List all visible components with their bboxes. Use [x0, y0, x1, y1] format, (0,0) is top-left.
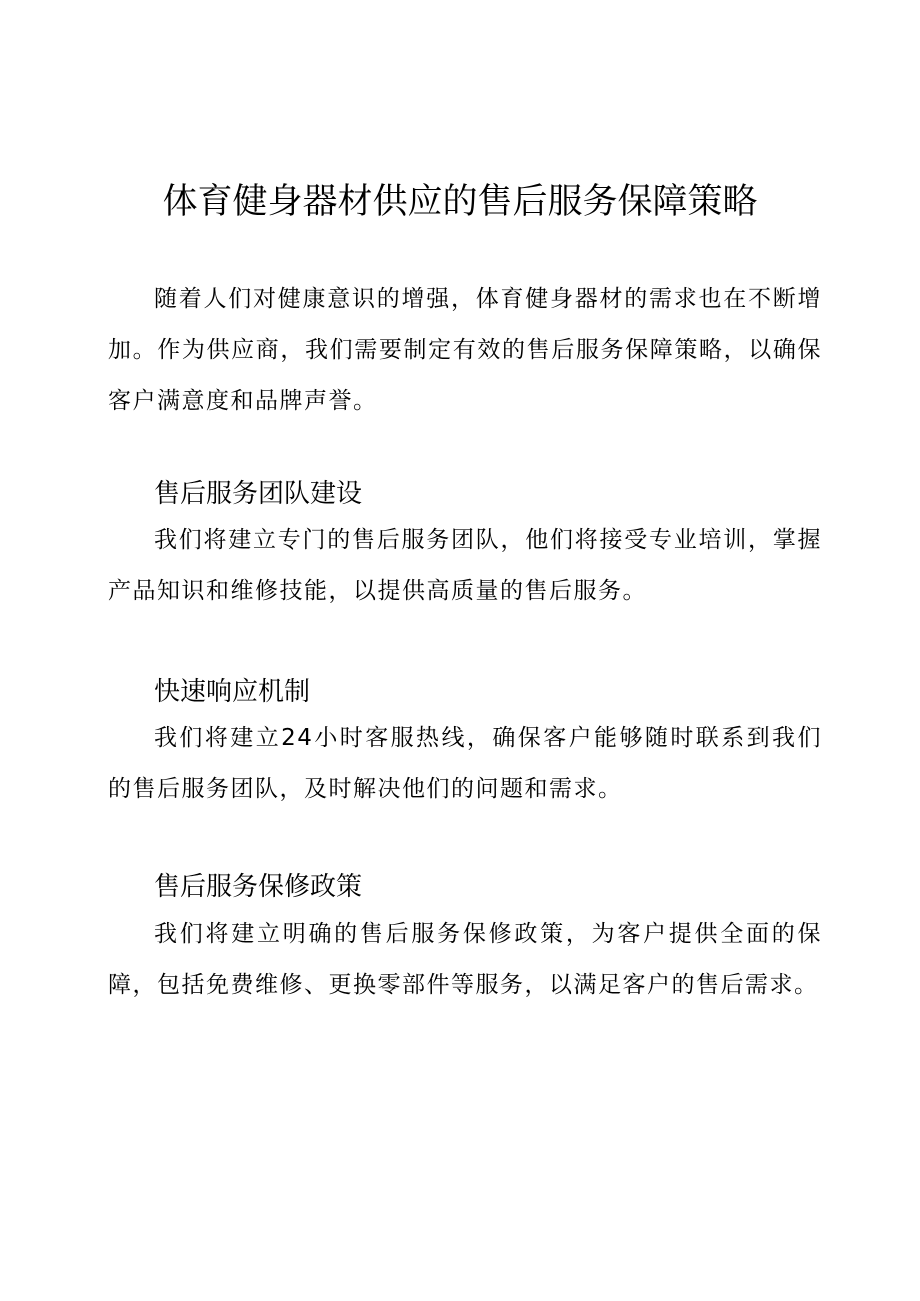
document-title: 体育健身器材供应的售后服务保障策略	[162, 182, 758, 222]
section-body-response: 我们将建立24小时客服热线，确保客户能够随时联系到我们的售后服务团队，及时解决他们的问题和需求。	[108, 725, 822, 802]
section-heading-warranty: 售后服务保修政策	[154, 872, 363, 902]
section-body-warranty: 我们将建立明确的售后服务保修政策，为客户提供全面的保障，包括免费维修、更换零部件等服务，以满足客户的售后需求。	[108, 921, 822, 998]
intro-paragraph: 随着人们对健康意识的增强，体育健身器材的需求也在不断增加。作为供应商，我们需要制定有效的售后服务保障策略，以确保客户满意度和品牌声誉。	[108, 286, 822, 414]
section-body-team: 我们将建立专门的售后服务团队，他们将接受专业培训，掌握产品知识和维修技能，以提供高质量的售后服务。	[108, 527, 822, 604]
section-heading-team: 售后服务团队建设	[154, 479, 363, 509]
section-heading-response: 快速响应机制	[154, 677, 311, 707]
